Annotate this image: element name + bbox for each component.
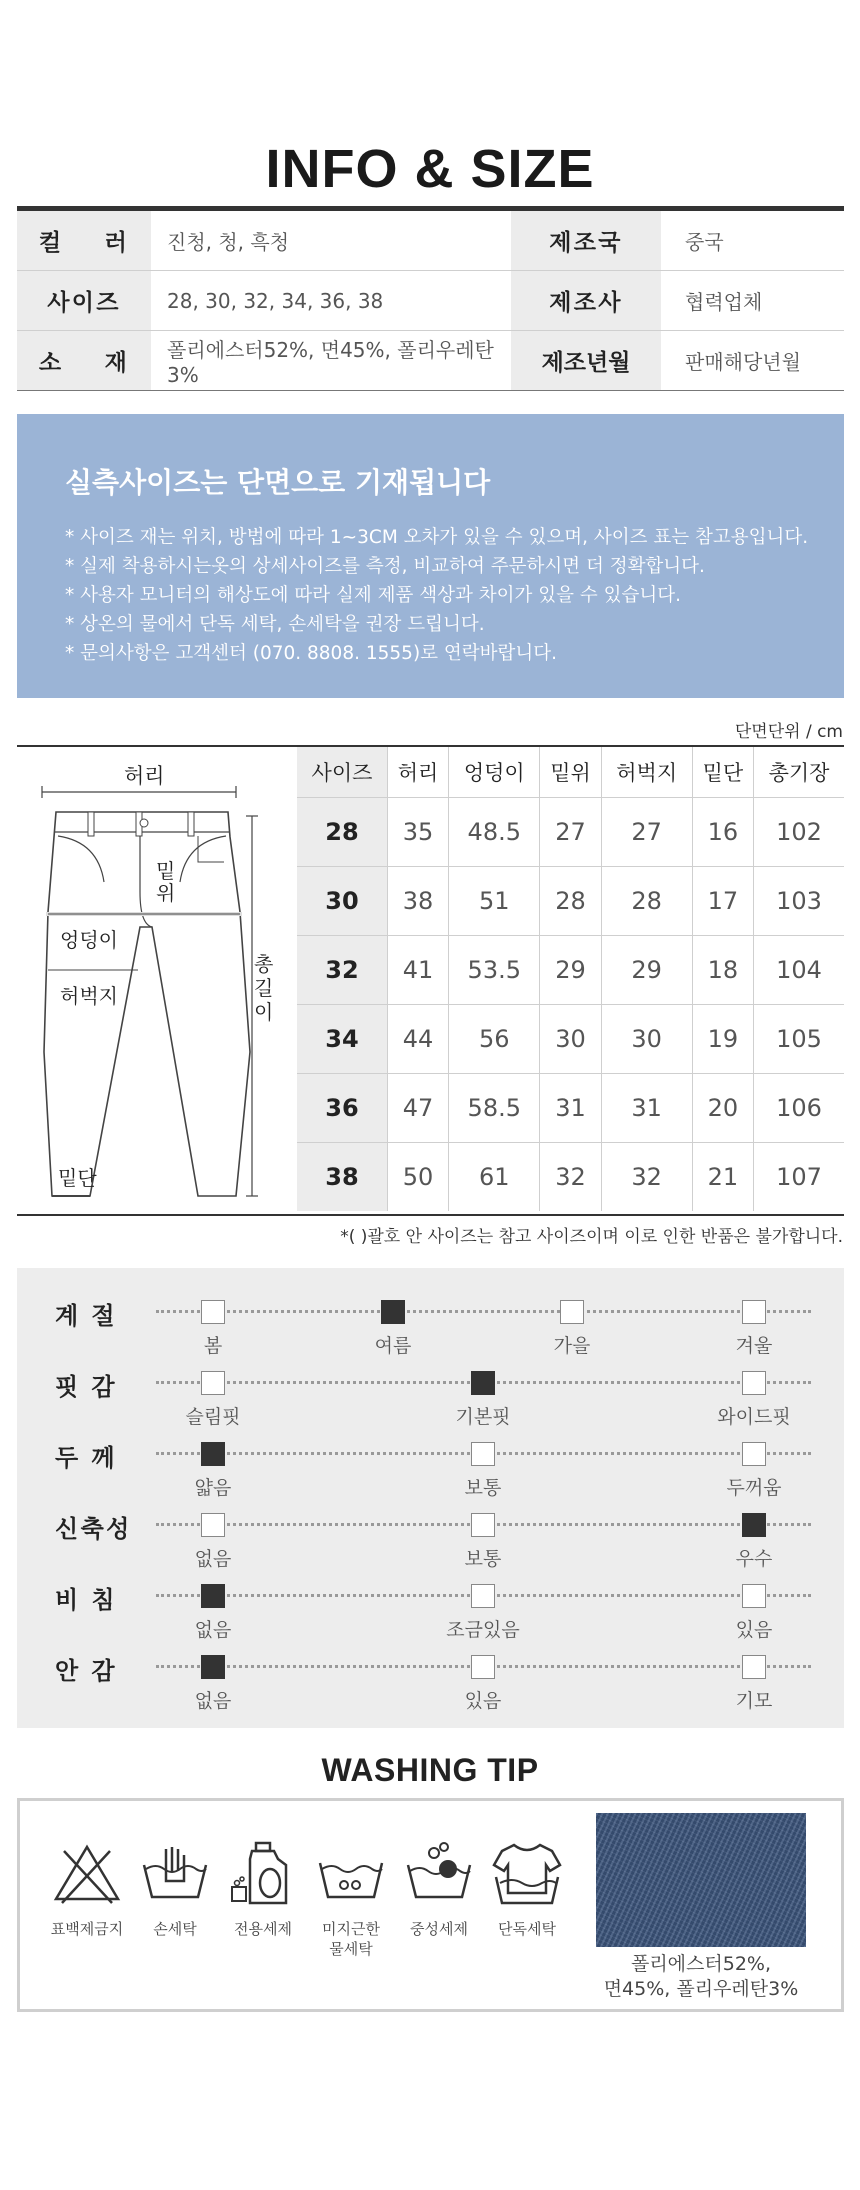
measurement-cell: 41: [387, 935, 448, 1004]
feel-option-label: 봄: [203, 1335, 223, 1357]
measurement-cell: 29: [540, 935, 601, 1004]
feel-option-label: 우수: [735, 1548, 773, 1570]
measurement-cell: 30: [601, 1004, 692, 1073]
measurement-cell: 61: [449, 1142, 540, 1211]
checkbox: [742, 1655, 766, 1679]
checkbox: [471, 1584, 495, 1608]
measurement-cell: 27: [601, 797, 692, 866]
measurement-cell: 38: [387, 866, 448, 935]
measurement-cell: 47: [387, 1073, 448, 1142]
size-table-row: [297, 797, 844, 866]
feel-label: 안 감: [55, 1657, 117, 1685]
info-value: 28, 30, 32, 34, 36, 38: [167, 288, 384, 313]
checkbox-checked: [201, 1655, 225, 1679]
feel-option-label: 겨울: [735, 1335, 773, 1357]
checkbox: [742, 1371, 766, 1395]
size-table-header: [297, 747, 844, 797]
wash-separately-icon: [482, 1841, 572, 1939]
feel-label: 계 절: [55, 1302, 117, 1330]
fabric-composition: 폴리에스터52%, 면45%, 폴리우레탄3%: [603, 1953, 799, 2000]
no-bleach-icon: [42, 1841, 132, 1939]
feel-row: [17, 1643, 844, 1713]
notice-line: * 문의사항은 고객센터 (070. 8808. 1555)로 연락바랍니다.: [65, 643, 558, 664]
measurement-cell: 29: [601, 935, 692, 1004]
divider: [17, 1214, 844, 1216]
checkbox-checked: [742, 1513, 766, 1537]
feel-option-label: 조금있음: [446, 1619, 520, 1641]
size-note: *( )괄호 안 사이즈는 참고 사이즈이며 이로 인한 반품은 불가합니다.: [340, 1227, 843, 1247]
feel-label: 두 께: [55, 1444, 117, 1472]
info-value: 판매해당년월: [685, 350, 801, 374]
neutral-detergent-icon: [394, 1841, 484, 1939]
pants-diagram: [28, 752, 278, 1212]
feel-option-label: 있음: [735, 1619, 773, 1641]
notice-line: * 상온의 물에서 단독 세탁, 손세탁을 권장 드립니다.: [65, 614, 485, 635]
measurement-cell: 102: [754, 797, 844, 866]
checkbox-checked: [201, 1442, 225, 1466]
measurement-cell: 48.5: [449, 797, 540, 866]
size-table-header-cell: 사이즈: [297, 747, 387, 797]
washing-label: 중성세제: [410, 1920, 468, 1938]
product-info-table: [17, 206, 844, 391]
checkbox-checked: [201, 1584, 225, 1608]
notice-heading: 실측사이즈는 단면으로 기재됩니다: [65, 466, 491, 499]
washing-label: 전용세제: [234, 1920, 292, 1938]
measurement-cell: 30: [540, 1004, 601, 1073]
page-title: INFO & SIZE: [265, 139, 595, 199]
size-cell: 36: [297, 1073, 387, 1142]
checkbox: [742, 1442, 766, 1466]
detergent-icon: [218, 1841, 308, 1939]
feel-option-label: 슬림핏: [185, 1406, 241, 1428]
dotted-line: [156, 1310, 811, 1313]
length-label: 총길이: [254, 952, 276, 1024]
measurement-cell: 32: [540, 1142, 601, 1211]
feel-row: [17, 1430, 844, 1500]
washing-label: 단독세탁: [498, 1920, 556, 1938]
size-cell: 38: [297, 1142, 387, 1211]
feel-row: [17, 1572, 844, 1642]
checkbox: [201, 1513, 225, 1537]
product-feel-section: [17, 1268, 844, 1728]
checkbox: [201, 1371, 225, 1395]
feel-option-label: 여름: [374, 1335, 412, 1357]
washing-label: 손세탁: [153, 1920, 197, 1938]
info-value: 폴리에스터52%, 면45%, 폴리우레탄3%: [167, 338, 494, 387]
feel-row: [17, 1359, 844, 1429]
feel-row: [17, 1288, 844, 1358]
feel-option-label: 없음: [194, 1548, 232, 1570]
washing-label: 표백제금지: [50, 1920, 124, 1938]
info-label: 사이즈: [17, 271, 151, 330]
measurement-cell: 20: [692, 1073, 753, 1142]
notice-line: * 사이즈 재는 위치, 방법에 따라 1~3CM 오차가 있을 수 있으며, 사이즈 표는 참고용입니다.: [65, 527, 809, 548]
measurement-cell: 103: [754, 866, 844, 935]
feel-option-label: 얇음: [194, 1477, 232, 1499]
size-table-header-cell: 허벅지: [601, 747, 692, 797]
notice-line: * 사용자 모니터의 해상도에 따라 실제 제품 색상과 차이가 있을 수 있습니다.: [65, 585, 681, 606]
size-table-header-cell: 엉덩이: [449, 747, 540, 797]
measurement-cell: 27: [540, 797, 601, 866]
feel-option-label: 두꺼움: [726, 1477, 782, 1499]
info-value: 진청, 청, 흑청: [167, 230, 290, 254]
hip-label: 엉덩이: [60, 928, 118, 952]
info-row: [17, 271, 844, 331]
measurement-cell: 28: [540, 866, 601, 935]
feel-option-label: 없음: [194, 1690, 232, 1712]
unit-label: 단면단위 / cm: [734, 722, 843, 742]
checkbox: [201, 1300, 225, 1324]
feel-option-label: 기모: [735, 1690, 773, 1712]
measurement-cell: 53.5: [449, 935, 540, 1004]
size-table-header-cell: 총기장: [754, 747, 844, 797]
fabric-swatch: [596, 1813, 806, 1947]
size-table-row: [297, 1004, 844, 1073]
info-label: 컬 러: [17, 211, 151, 270]
feel-label: 신축성: [55, 1515, 132, 1543]
feel-option-label: 와이드핏: [717, 1406, 791, 1428]
measurement-cell: 106: [754, 1073, 844, 1142]
checkbox: [742, 1584, 766, 1608]
measurement-cell: 31: [601, 1073, 692, 1142]
info-label: 제조년월: [511, 331, 661, 390]
rise-label: 밑위: [156, 859, 176, 905]
measurement-cell: 31: [540, 1073, 601, 1142]
feel-option-label: 보통: [464, 1477, 502, 1499]
checkbox-checked: [381, 1300, 405, 1324]
measurement-cell: 105: [754, 1004, 844, 1073]
notice-line: * 실제 착용하시는옷의 상세사이즈를 측정, 비교하여 주문하시면 더 정확합니다.: [65, 556, 705, 577]
hem-label: 밑단: [58, 1166, 97, 1190]
lukewarm-wash-icon: [306, 1841, 396, 1959]
feel-option-label: 없음: [194, 1619, 232, 1641]
checkbox: [560, 1300, 584, 1324]
measurement-cell: 44: [387, 1004, 448, 1073]
checkbox: [471, 1442, 495, 1466]
measurement-cell: 32: [601, 1142, 692, 1211]
measurement-cell: 28: [601, 866, 692, 935]
size-table-row: [297, 866, 844, 935]
measurement-cell: 18: [692, 935, 753, 1004]
info-row: [17, 331, 844, 391]
feel-label: 비 침: [55, 1586, 117, 1614]
size-table: [297, 747, 844, 1211]
hand-wash-icon: [130, 1841, 220, 1939]
feel-label: 핏 감: [55, 1373, 117, 1401]
washing-tip-title: WASHING TIP: [321, 1752, 539, 1788]
size-notice-box: [17, 414, 844, 698]
size-table-row: [297, 1073, 844, 1142]
size-cell: 28: [297, 797, 387, 866]
info-label: 제조국: [511, 211, 661, 270]
waist-label: 허리: [120, 760, 169, 790]
checkbox-checked: [471, 1371, 495, 1395]
info-value: 협력업체: [685, 290, 763, 314]
feel-option-label: 가을: [553, 1335, 591, 1357]
measurement-cell: 21: [692, 1142, 753, 1211]
info-row: [17, 211, 844, 271]
washing-label: 미지근한 물세탁: [322, 1920, 380, 1958]
size-table-header-cell: 밑단: [692, 747, 753, 797]
measurement-cell: 104: [754, 935, 844, 1004]
size-table-header-cell: 허리: [387, 747, 448, 797]
size-table-row: [297, 1142, 844, 1211]
size-table-row: [297, 935, 844, 1004]
feel-option-label: 보통: [464, 1548, 502, 1570]
measurement-cell: 107: [754, 1142, 844, 1211]
info-label: 제조사: [511, 271, 661, 330]
size-table-header-cell: 밑위: [540, 747, 601, 797]
checkbox: [471, 1655, 495, 1679]
measurement-cell: 58.5: [449, 1073, 540, 1142]
thigh-label: 허벅지: [60, 984, 118, 1008]
feel-option-label: 기본핏: [455, 1406, 511, 1428]
measurement-cell: 19: [692, 1004, 753, 1073]
size-cell: 30: [297, 866, 387, 935]
measurement-cell: 56: [449, 1004, 540, 1073]
size-cell: 34: [297, 1004, 387, 1073]
measurement-cell: 51: [449, 866, 540, 935]
washing-tip-box: [17, 1798, 844, 2012]
info-label: 소 재: [17, 331, 151, 390]
measurement-cell: 16: [692, 797, 753, 866]
feel-option-label: 있음: [464, 1690, 502, 1712]
size-cell: 32: [297, 935, 387, 1004]
checkbox: [742, 1300, 766, 1324]
measurement-cell: 17: [692, 866, 753, 935]
info-value: 중국: [685, 230, 724, 254]
measurement-cell: 35: [387, 797, 448, 866]
feel-row: [17, 1501, 844, 1571]
checkbox: [471, 1513, 495, 1537]
measurement-cell: 50: [387, 1142, 448, 1211]
